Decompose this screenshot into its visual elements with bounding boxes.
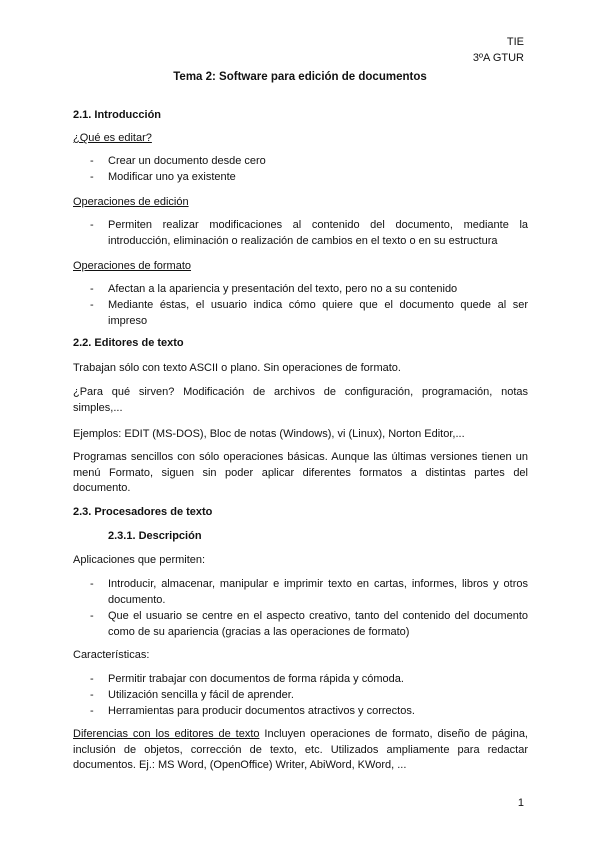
page-number: 1: [517, 797, 524, 809]
bullet-dash: -: [90, 155, 94, 167]
list-item: - Permitir trabajar con documentos de forma rápida y cómoda.: [90, 672, 528, 688]
subsection-heading: 2.3.1. Descripción: [108, 530, 202, 542]
document-title: Tema 2: Software para edición de documentos: [173, 71, 427, 83]
bullet-dash: -: [90, 299, 94, 311]
list-item: - Permiten realizar modificaciones al contenido del documento, mediante la introducción, eliminación o realización de cambios en el texto o en su estructura: [90, 219, 528, 247]
bullet-dash: -: [90, 705, 94, 717]
list-item: - Afectan a la apariencia y presentación del texto, pero no a su contenido: [90, 282, 528, 298]
subsection-label: Operaciones de formato: [73, 260, 192, 272]
list-item: - Utilización sencilla y fácil de aprender.: [90, 688, 528, 704]
paragraph: Aplicaciones que permiten:: [73, 554, 206, 566]
differences-label: Diferencias con los editores de texto: [73, 728, 260, 740]
list-item: - Crear un documento desde cero: [90, 154, 528, 170]
list-item: - Introducir, almacenar, manipular e imprimir texto en cartas, informes, libros y otros documento.: [90, 578, 528, 606]
paragraph: Trabajan sólo con texto ASCII o plano. Sin operaciones de formato.: [73, 362, 401, 374]
paragraph: Programas sencillos con sólo operaciones básicas. Aunque las últimas versiones tienen un menú Formato, siguen sin poder aplicar diferentes formatos a distintas partes del documento.: [73, 451, 528, 494]
bullet-dash: -: [90, 171, 94, 183]
paragraph: [73, 727, 528, 774]
paragraph: Ejemplos: EDIT (MS-DOS), Bloc de notas (Windows), vi (Linux), Norton Editor,...: [73, 428, 465, 440]
section-heading: 2.2. Editores de texto: [73, 337, 184, 349]
bullet-dash: -: [90, 219, 94, 231]
header-group: 3ºA GTUR: [472, 52, 524, 64]
subsection-label: ¿Qué es editar?: [73, 132, 152, 144]
bullet-dash: -: [90, 689, 94, 701]
bullet-dash: -: [90, 283, 94, 295]
section-heading: 2.1. Introducción: [73, 109, 162, 121]
subsection-label: Operaciones de edición: [73, 196, 189, 208]
bullet-dash: -: [90, 673, 94, 685]
list-item: - Modificar uno ya existente: [90, 170, 528, 186]
paragraph: ¿Para qué sirven? Modificación de archivos de configuración, programación, notas simples,...: [73, 386, 528, 414]
bullet-dash: -: [90, 578, 94, 590]
list-item: - Herramientas para producir documentos atractivos y correctos.: [90, 704, 528, 720]
header-course: TIE: [506, 36, 524, 48]
bullet-dash: -: [90, 610, 94, 622]
list-item: - Mediante éstas, el usuario indica cómo quiere que el documento quede al ser impreso: [90, 299, 528, 327]
section-heading: 2.3. Procesadores de texto: [73, 506, 213, 518]
differences-text: Incluyen operaciones de formato, diseño de página, inclusión de objetos, corrección de texto, etc. Utilizados ampliamente para redactar documentos. Ej.: MS Word, (OpenOffice) Writer, AbiWord, KWord, ...: [73, 728, 528, 771]
list-item: - Que el usuario se centre en el aspecto creativo, tanto del contenido del documento como de su apariencia (gracias a las operaciones de formato): [90, 610, 528, 638]
paragraph: Características:: [73, 649, 150, 661]
